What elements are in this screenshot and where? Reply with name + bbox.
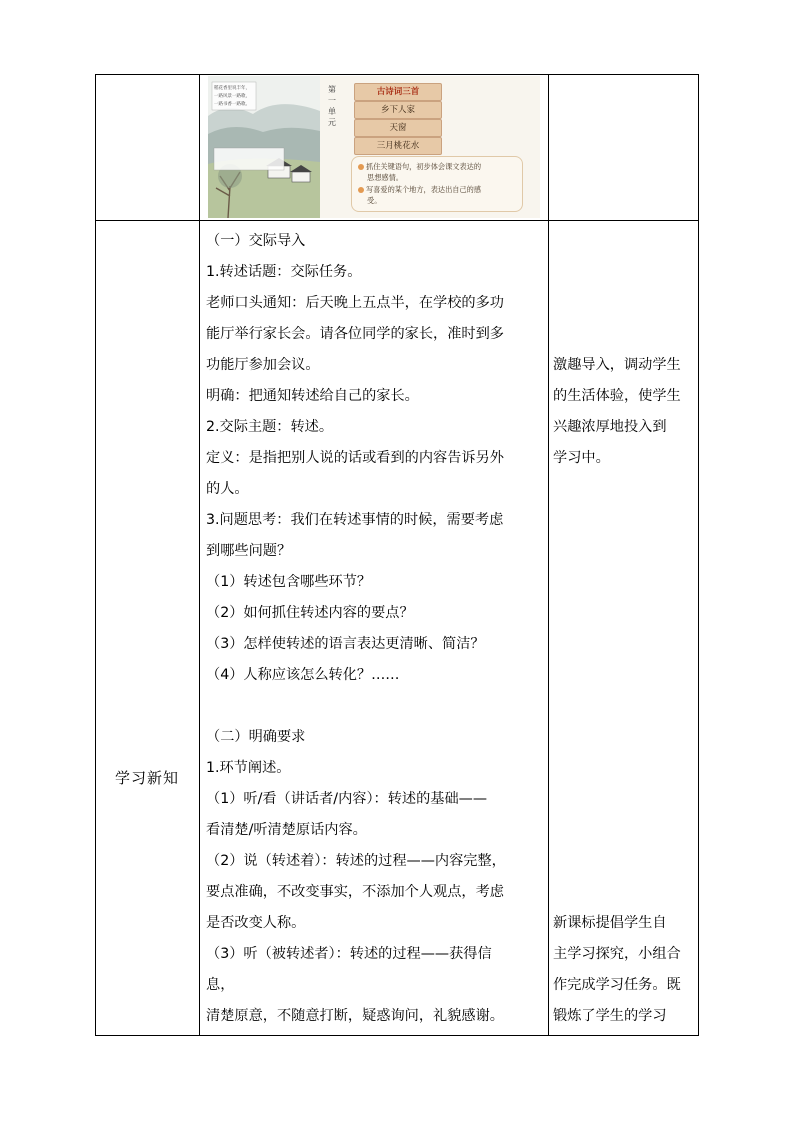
content-line: （1）听/看（讲话者/内容）：转述的基础—— [206, 791, 488, 807]
table-border-right [698, 74, 699, 1036]
lesson-tag: 古诗词三首 [354, 83, 442, 101]
note-line: 学习中。 [553, 450, 610, 466]
bullet-icon [358, 164, 364, 170]
note-line: 激趣导入，调动学生 [553, 357, 681, 373]
content-line: （2）如何抓住转述内容的要点？ [206, 605, 414, 621]
content-line: 清楚原意，不随意打断，疑惑询问，礼貌感谢。 [206, 1008, 504, 1024]
content-line: 功能厅参加会议。 [206, 357, 320, 373]
row-label: 学习新知 [114, 769, 179, 787]
content-line: 2.交际主题：转述。 [206, 419, 334, 435]
content-line: （4）人称应该怎么转化？…… [206, 667, 400, 683]
content-line: 的人。 [206, 481, 249, 497]
unit-label: 第 一 单 元 [328, 85, 336, 127]
lesson-tag: 三月桃花水 [354, 137, 442, 155]
content-line: 能厅举行家长会。请各位同学的家长，准时到多 [206, 326, 504, 342]
content-line: （2）说（转述着）：转述的过程——内容完整， [206, 853, 506, 869]
content-line: 是否改变人称。 [206, 915, 306, 931]
table-border-top [95, 74, 699, 75]
content-line: 看清楚/听清楚原话内容。 [206, 822, 367, 838]
content-line: 1.环节阐述。 [206, 760, 291, 776]
lesson-plan-table [95, 74, 699, 1036]
content-line: 要点准确，不改变事实，不添加个人观点，考虑 [206, 884, 504, 900]
lesson-tag: 乡下人家 [354, 101, 442, 119]
note-line: 兴趣浓厚地投入到 [553, 419, 667, 435]
note-line: 作完成学习任务。既 [553, 977, 681, 993]
section-heading: （一）交际导入 [206, 233, 306, 249]
bullet-icon [358, 187, 364, 193]
content-line: 老师口头通知：后天晚上五点半，在学校的多功 [206, 295, 504, 311]
column-divider-1 [199, 74, 200, 1036]
column-divider-2 [548, 74, 549, 1036]
textbook-unit-illustration: 稻花香里说丰年， 一路风景一路歌， 一路书香一路歌。 第 一 单 元 古诗词三首 乡下人家 天窗 三月桃花水 抓住关键语句，初步体会课文表达的 思想感情。 写喜爱的某个地方，表达出自己的感 受。 [208, 76, 540, 218]
content-line: 到哪些问题？ [206, 543, 292, 559]
section-heading: （二）明确要求 [206, 729, 306, 745]
row-divider [95, 220, 699, 221]
content-line: 明确：把通知转述给自己的家长。 [206, 388, 419, 404]
content-line: （3）听（被转述者）：转述的过程——获得信 [206, 946, 492, 962]
content-line: 息， [206, 977, 235, 993]
note-line: 主学习探究，小组合 [553, 946, 681, 962]
note-line: 的生活体验，使学生 [553, 388, 681, 404]
content-line: （3）怎样使转述的语言表达更清晰、简洁？ [206, 636, 485, 652]
lesson-tag: 天窗 [354, 119, 442, 137]
content-line: 1.转述话题：交际任务。 [206, 264, 362, 280]
unit-goals-box: 抓住关键语句，初步体会课文表达的 思想感情。 写喜爱的某个地方，表达出自己的感 受。 [351, 156, 523, 212]
note-line: 新课标提倡学生自 [553, 915, 667, 931]
row-label-cell [95, 222, 199, 1036]
note-line: 锻炼了学生的学习 [553, 1008, 667, 1024]
content-line: （1）转述包含哪些环节？ [206, 574, 372, 590]
content-line: 定义：是指把别人说的话或看到的内容告诉另外 [206, 450, 504, 466]
content-line: 3.问题思考：我们在转述事情的时候，需要考虑 [206, 512, 504, 528]
